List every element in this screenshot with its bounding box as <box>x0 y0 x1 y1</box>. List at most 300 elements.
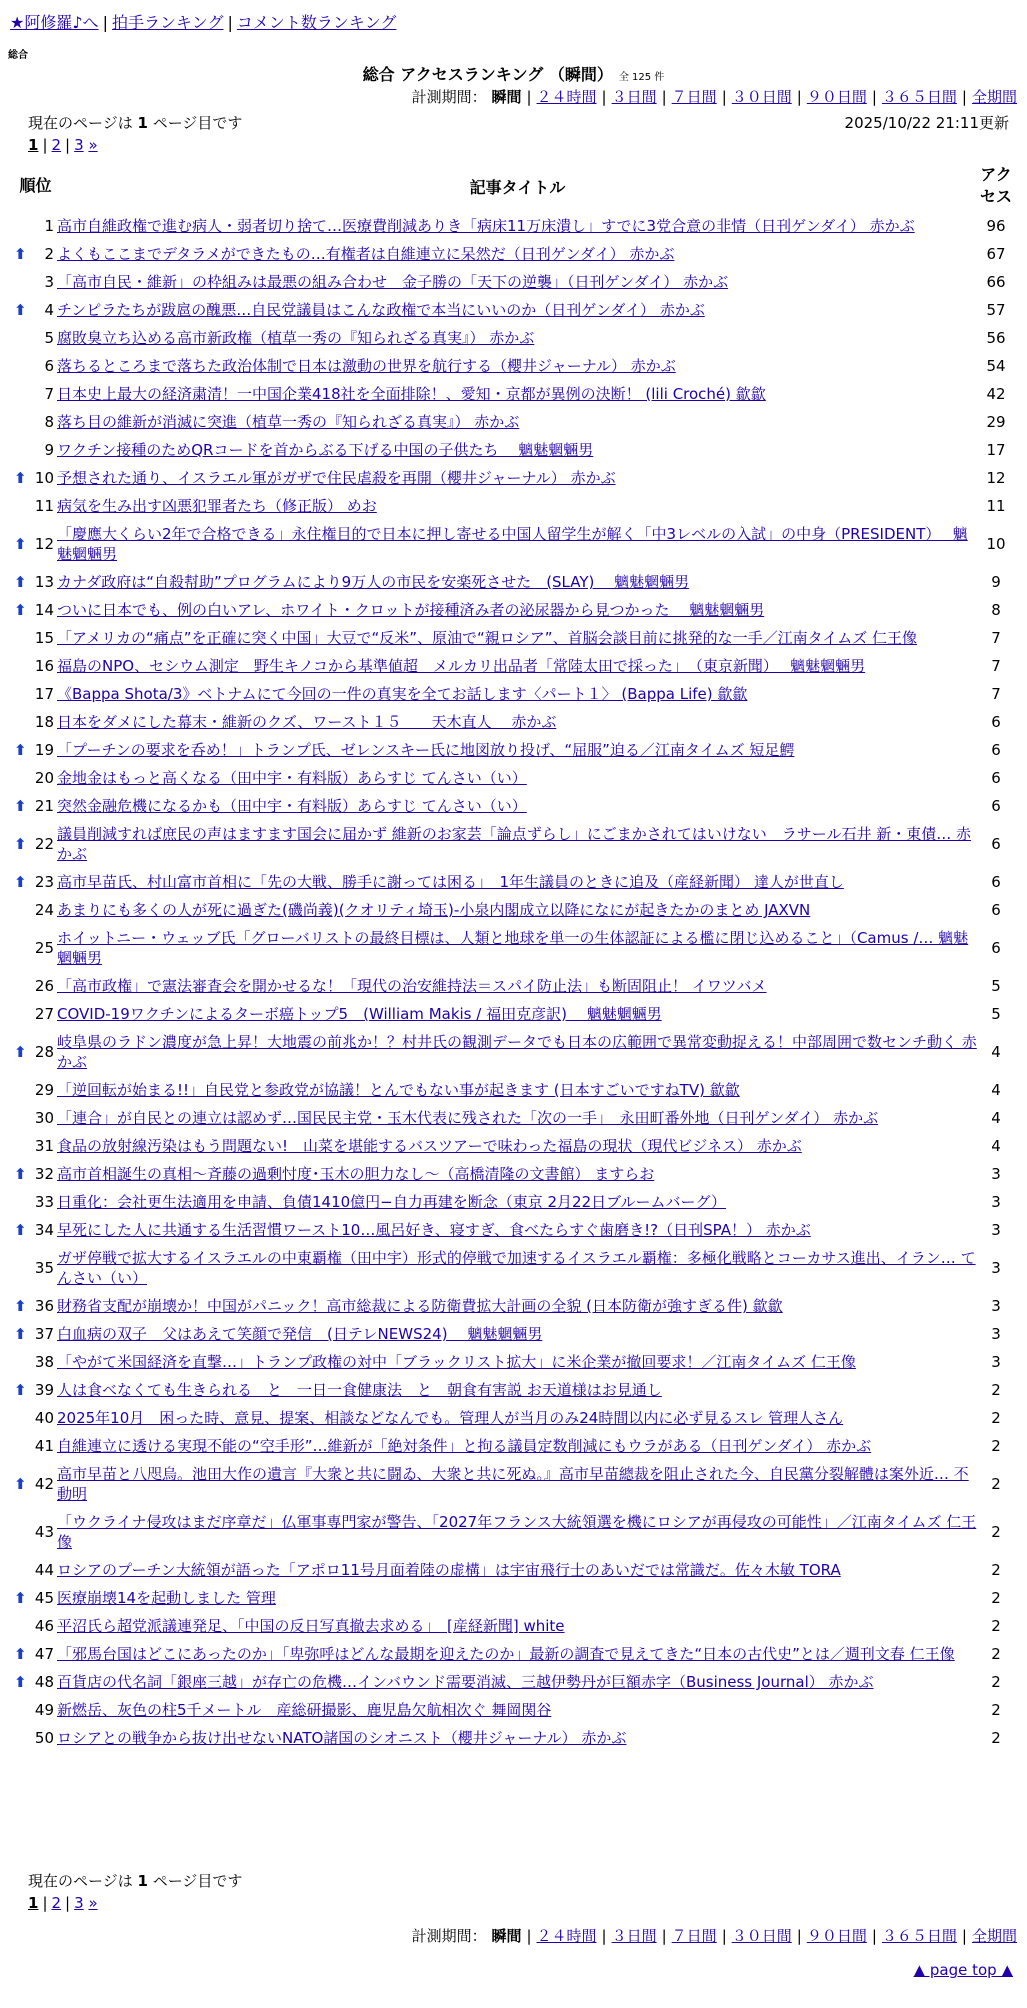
rank-cell <box>14 596 57 624</box>
up-arrow-icon: ⬆ <box>14 873 27 891</box>
pager-link-3[interactable]: 3 <box>74 136 84 154</box>
separator: | <box>796 1927 802 1945</box>
rank-cell <box>14 1348 57 1376</box>
separator: | <box>227 13 233 32</box>
title-cell <box>57 268 978 296</box>
period-link-4[interactable]: ９０日間 <box>806 1927 867 1945</box>
article-link[interactable]: 白血病の双子 父はあえて笑顔で発信 (日テレNEWS24) 魑魅魍魎男 <box>57 1325 543 1343</box>
article-link[interactable]: 金地金はもっと高くなる（田中宇・有料版）あらすじ てんさい（い） <box>57 769 527 787</box>
rank-number: 19 <box>34 741 54 759</box>
period-link-6[interactable]: 全期間 <box>971 88 1017 106</box>
title-cell <box>57 1724 978 1752</box>
article-link[interactable]: ロシアとの戦争から抜け出せないNATO諸国のシオニスト（櫻井ジャーナル） 赤かぶ <box>57 1729 627 1747</box>
article-link[interactable]: 平沼氏ら超党派議連発足、「中国の反日写真撤去求める」 [産経新聞] white <box>57 1617 565 1635</box>
table-row <box>14 736 1014 764</box>
page-title-text: 総合 アクセスランキング （瞬間） <box>362 65 613 84</box>
article-link[interactable]: 人は食べなくても生きられる と 一日一食健康法 と 朝食有害説 お天道様はお見通し <box>57 1381 662 1399</box>
home-link[interactable]: ★阿修羅♪へ <box>10 13 99 32</box>
period-label: 計測期間： <box>411 88 492 106</box>
table-row <box>14 1696 1014 1724</box>
period-link-1[interactable]: ３日間 <box>611 1927 657 1945</box>
rank-number: 13 <box>34 573 54 591</box>
rank-number: 43 <box>34 1523 54 1541</box>
rank-number: 24 <box>34 901 54 919</box>
rank-number: 49 <box>34 1701 54 1719</box>
access-count: 3 <box>991 1193 1001 1211</box>
article-link[interactable]: 高市首相誕生の真相〜斉藤の過剰忖度･玉木の胆力なし〜（高橋清隆の文書館） ますらお <box>57 1165 655 1183</box>
access-count: 4 <box>991 1137 1001 1155</box>
article-link[interactable]: 病気を生み出す凶悪犯罪者たち（修正版） めお <box>57 497 377 515</box>
table-row <box>14 1320 1014 1348</box>
access-count: 12 <box>986 469 1006 487</box>
rank-cell <box>14 1160 57 1188</box>
rank-number: 5 <box>44 329 54 347</box>
access-count: 3 <box>991 1165 1001 1183</box>
article-link[interactable]: 岐阜県のラドン濃度が急上昇！大地震の前兆か！？村井氏の観測データでも日本の広範囲で異常変動捉える！中部周囲で数センチ動く 赤かぶ <box>57 1033 977 1071</box>
title-cell <box>57 296 978 324</box>
access-count: 2 <box>991 1589 1001 1607</box>
article-link[interactable]: 「やがて米国経済を直撃…」トランプ政権の対中「ブラックリスト拡大」に米企業が撤回要求！／江南タイムズ 仁王像 <box>57 1353 856 1371</box>
rank-number: 25 <box>34 939 54 957</box>
rank-cell <box>14 1320 57 1348</box>
rank-cell <box>14 240 57 268</box>
period-selector-bottom <box>412 1925 1017 1946</box>
title-cell <box>57 1320 978 1348</box>
up-arrow-icon: ⬆ <box>14 573 27 591</box>
title-cell <box>57 652 978 680</box>
table-row <box>14 212 1014 240</box>
article-link[interactable]: 《Bappa Shota/3》ベトナムにて今回の一件の真実を全てお話します〈パート１〉 (Bappa Life) 歙歙 <box>57 685 748 703</box>
category-label: 総合 <box>8 50 28 61</box>
table-row <box>14 652 1014 680</box>
up-arrow-icon: ⬆ <box>14 1589 27 1607</box>
table-row <box>14 464 1014 492</box>
title-cell <box>57 1376 978 1404</box>
pager-top <box>28 136 98 154</box>
title-cell <box>57 492 978 520</box>
separator: | <box>65 136 71 154</box>
rank-cell <box>14 1104 57 1132</box>
access-count: 6 <box>991 835 1001 853</box>
rank-cell <box>14 1584 57 1612</box>
access-count: 2 <box>991 1617 1001 1635</box>
up-arrow-icon: ⬆ <box>14 301 27 319</box>
access-count: 2 <box>991 1381 1001 1399</box>
article-link[interactable]: 日本をダメにした幕末・維新のクズ、ワースト１５ 天木直人 赤かぶ <box>57 713 557 731</box>
table-row <box>14 1724 1014 1752</box>
table-row <box>14 568 1014 596</box>
article-link[interactable]: 高市早苗と八咫烏。池田大作の遺言『大衆と共に闘ゐ、大衆と共に死ぬ。』高市早苗總裁を阻止された今、自民黨分裂解體は案外近… 不動明 <box>57 1465 969 1503</box>
period-link-6[interactable]: 全期間 <box>971 1927 1017 1945</box>
table-row <box>14 1508 1014 1556</box>
title-cell <box>57 896 978 924</box>
rank-cell <box>14 1216 57 1244</box>
article-link[interactable]: 「高市政権」で憲法審査会を開かせるな！「現代の治安維持法＝スパイ防止法」も断固阻止！ イワツバメ <box>57 977 767 995</box>
rank-cell <box>14 520 57 568</box>
rank-number: 45 <box>34 1589 54 1607</box>
rank-cell <box>14 408 57 436</box>
article-link[interactable]: 「アメリカの“痛点”を正確に突く中国」大豆で“反米”、原油で“親ロシア”、首脳会談目前に挑発的な一手／江南タイムズ 仁王像 <box>57 629 918 647</box>
table-row <box>14 352 1014 380</box>
rank-number: 4 <box>44 301 54 319</box>
title-cell <box>57 1216 978 1244</box>
rank-cell <box>14 1508 57 1556</box>
up-arrow-icon: ⬆ <box>14 1645 27 1663</box>
rank-number: 17 <box>34 685 54 703</box>
separator: | <box>961 88 967 106</box>
title-cell <box>57 568 978 596</box>
up-arrow-icon: ⬆ <box>14 741 27 759</box>
rank-number: 39 <box>34 1381 54 1399</box>
rank-cell <box>14 680 57 708</box>
table-row <box>14 1244 1014 1292</box>
period-link-0[interactable]: ２４時間 <box>536 88 597 106</box>
title-cell <box>57 708 978 736</box>
access-count: 7 <box>991 629 1001 647</box>
access-count: 2 <box>991 1701 1001 1719</box>
article-link[interactable]: ガザ停戦で拡大するイスラエルの中東覇権（田中宇）形式的停戦で加速するイスラエル覇権：多極化戦略とコーカサス進出、イラン… てんさい（い） <box>57 1249 976 1287</box>
title-cell <box>57 1584 978 1612</box>
pager-current: 1 <box>28 136 39 154</box>
article-link[interactable]: 議員削減すれば庶民の声はますます国会に届かず 維新のお家芸「論点ずらし」にごまかされてはいけない ラサール石井 新・東債… 赤かぶ <box>57 825 972 863</box>
access-count: 66 <box>986 273 1006 291</box>
pager-bottom <box>28 1894 98 1912</box>
table-row <box>14 924 1014 972</box>
rank-cell <box>14 764 57 792</box>
rank-number: 21 <box>34 797 54 815</box>
access-count: 11 <box>986 497 1006 515</box>
table-row <box>14 1376 1014 1404</box>
article-link[interactable]: ついに日本でも、例の白いアレ、ホワイト・クロットが接種済み者の泌尿器から見つかった 魑魅魍魎男 <box>57 601 765 619</box>
clap-ranking-link[interactable]: 拍手ランキング <box>111 13 224 32</box>
article-link[interactable]: 突然金融危機になるかも（田中宇・有料版）あらすじ てんさい（い） <box>57 797 527 815</box>
access-count: 6 <box>991 797 1001 815</box>
separator: | <box>721 88 727 106</box>
table-row <box>14 680 1014 708</box>
table-row <box>14 1584 1014 1612</box>
article-link[interactable]: 財務省支配が崩壊か！中国がパニック！高市総裁による防衛費拡大計画の全貌 (日本防衛が強すぎる件) 歙歙 <box>57 1297 783 1315</box>
article-link[interactable]: 高市自維政権で進む病人・弱者切り捨て…医療費削減ありき「病床11万床潰し」すでに3党合意の非情（日刊ゲンダイ） 赤かぶ <box>57 217 915 235</box>
article-link[interactable]: あまりにも多くの人が死に過ぎた(磯尚義)(クオリティ埼玉)-小泉内閣成立以降になにが起きたかのまとめ JAXVN <box>57 901 811 919</box>
title-cell <box>57 1188 978 1216</box>
article-link[interactable]: ロシアのプーチン大統領が語った「アポロ11号月面着陸の虚構」は宇宙飛行士のあいだでは常識だ。佐々木敏 TORA <box>57 1561 841 1579</box>
title-cell <box>57 1696 978 1724</box>
access-count: 96 <box>986 217 1006 235</box>
title-cell <box>57 792 978 820</box>
access-count: 9 <box>991 573 1001 591</box>
table-row <box>14 1216 1014 1244</box>
article-link[interactable]: 高市早苗氏、村山富市首相に「先の大戦、勝手に謝っては困る」 1年生議員のときに追及（産経新聞） 達人が世直し <box>57 873 844 891</box>
page-title <box>0 62 1027 85</box>
access-count: 67 <box>986 245 1006 263</box>
rank-cell <box>14 924 57 972</box>
period-label: 計測期間： <box>411 1927 492 1945</box>
separator: | <box>721 1927 727 1945</box>
page-info-top <box>28 112 242 133</box>
up-arrow-icon: ⬆ <box>14 1475 27 1493</box>
article-link[interactable]: 食品の放射線汚染はもう問題ない! 山菜を堪能するバスツアーで味わった福島の現状（現代ビジネス） 赤かぶ <box>57 1137 802 1155</box>
title-cell <box>57 212 978 240</box>
title-cell <box>57 1028 978 1076</box>
table-row <box>14 1188 1014 1216</box>
period-link-2[interactable]: ７日間 <box>671 1927 717 1945</box>
period-link-2[interactable]: ７日間 <box>671 88 717 106</box>
rank-number: 28 <box>34 1043 54 1061</box>
rank-number: 48 <box>34 1673 54 1691</box>
article-link[interactable]: 「ウクライナ侵攻はまだ序章だ」仏軍事専門家が警告、「2027年フランス大統領選を機にロシアが再侵攻の可能性」／江南タイムズ 仁王像 <box>57 1513 977 1551</box>
article-link[interactable]: 「連合」が自民との連立は認めず…国民民主党・玉木代表に残された「次の一手」 永田町番外地（日刊ゲンダイ） 赤かぶ <box>57 1109 879 1127</box>
rank-cell <box>14 324 57 352</box>
up-arrow-icon: ⬆ <box>14 1381 27 1399</box>
title-cell <box>57 596 978 624</box>
rank-cell <box>14 1460 57 1508</box>
pager-next[interactable]: » <box>88 1894 98 1912</box>
article-link[interactable]: 日重化：会社更生法適用を申請、負債1410億円−自力再建を断念（東京 2月22日ブルームバーグ） <box>57 1193 726 1211</box>
article-link[interactable]: 2025年10月 困った時、意見、提案、相談などなんでも。管理人が当月のみ24時間以内に必ず見るスレ 管理人さん <box>57 1409 844 1427</box>
title-cell <box>57 1000 978 1028</box>
period-current: 瞬間 <box>491 88 522 106</box>
pager-next[interactable]: » <box>88 136 98 154</box>
article-link[interactable]: 新燃岳、灰色の柱5千メートル 産総研撮影、鹿児島欠航相次ぐ 舞岡関谷 <box>57 1701 552 1719</box>
table-row <box>14 1104 1014 1132</box>
period-link-5[interactable]: ３６５日間 <box>881 1927 957 1945</box>
rank-number: 1 <box>44 217 54 235</box>
rank-number: 29 <box>34 1081 54 1099</box>
rank-cell <box>14 820 57 868</box>
rank-cell <box>14 1376 57 1404</box>
period-link-3[interactable]: ３０日間 <box>731 88 792 106</box>
page-info-prefix: 現在のページは <box>28 114 133 132</box>
access-count: 3 <box>991 1297 1001 1315</box>
ranking-table <box>14 160 1014 1752</box>
period-link-3[interactable]: ３０日間 <box>731 1927 792 1945</box>
article-link[interactable]: 「邪馬台国はどこにあったのか」「卑弥呼はどんな最期を迎えたのか」最新の調査で見えてきた“日本の古代史”とは／週刊文春 仁王像 <box>57 1645 955 1663</box>
table-row <box>14 1640 1014 1668</box>
up-arrow-icon: ⬆ <box>14 1673 27 1691</box>
table-row <box>14 708 1014 736</box>
title-cell <box>57 1348 978 1376</box>
title-cell <box>57 868 978 896</box>
rank-cell <box>14 268 57 296</box>
access-count: 2 <box>991 1645 1001 1663</box>
title-cell <box>57 1244 978 1292</box>
page-info-bottom <box>28 1870 242 1891</box>
separator: | <box>42 136 48 154</box>
access-count: 3 <box>991 1221 1001 1239</box>
title-cell <box>57 1640 978 1668</box>
table-row <box>14 1132 1014 1160</box>
top-nav <box>10 10 396 33</box>
table-row <box>14 792 1014 820</box>
article-link[interactable]: 早死にした人に共通する生活習慣ワースト10…風呂好き、寝すぎ、食べたらすぐ歯磨き!?（日刊SPA！） 赤かぶ <box>57 1221 811 1239</box>
rank-cell <box>14 568 57 596</box>
separator: | <box>65 1894 71 1912</box>
table-row <box>14 380 1014 408</box>
access-count: 6 <box>991 713 1001 731</box>
rank-cell <box>14 380 57 408</box>
up-arrow-icon: ⬆ <box>14 1297 27 1315</box>
access-count: 6 <box>991 769 1001 787</box>
separator: | <box>796 88 802 106</box>
total-count: 全 125 件 <box>618 72 665 83</box>
period-link-0[interactable]: ２４時間 <box>536 1927 597 1945</box>
separator: | <box>661 1927 667 1945</box>
article-link[interactable]: 予想された通り、イスラエル軍がガザで住民虐殺を再開（櫻井ジャーナル） 赤かぶ <box>57 469 616 487</box>
article-link[interactable]: ホイットニー・ウェッブ氏「グローバリストの最終目標は、人類と地球を単一の生体認証による檻に閉じ込めること」（Camus /… 魑魅魍魎男 <box>57 929 969 967</box>
table-row <box>14 1556 1014 1584</box>
updated-timestamp: 2025/10/22 21:11更新 <box>844 114 1009 132</box>
rank-cell <box>14 1132 57 1160</box>
rank-number: 14 <box>34 601 54 619</box>
separator: | <box>961 1927 967 1945</box>
access-count: 5 <box>991 1005 1001 1023</box>
article-link[interactable]: 「慶應大くらい2年で合格できる」永住権目的で日本に押し寄せる中国人留学生が解く「中3レベルの入試」の中身（PRESIDENT） 魑魅魍魎男 <box>57 525 968 563</box>
period-link-4[interactable]: ９０日間 <box>806 88 867 106</box>
table-row <box>14 520 1014 568</box>
separator: | <box>526 88 532 106</box>
article-link[interactable]: COVID-19ワクチンによるターボ癌トップ5 (William Makis / 福田克彦訳) 魑魅魍魎男 <box>57 1005 662 1023</box>
access-count: 2 <box>991 1729 1001 1747</box>
table-row <box>14 1348 1014 1376</box>
rank-number: 42 <box>34 1475 54 1493</box>
rank-cell <box>14 896 57 924</box>
table-row <box>14 1292 1014 1320</box>
rank-number: 33 <box>34 1193 54 1211</box>
table-row <box>14 596 1014 624</box>
rank-number: 32 <box>34 1165 54 1183</box>
rank-number: 35 <box>34 1259 54 1277</box>
title-cell <box>57 408 978 436</box>
article-link[interactable]: ワクチン接種のためQRコードを首からぶる下げる中国の子供たち 魑魅魍魎男 <box>57 441 594 459</box>
article-link[interactable]: チンピラたちが跋扈の醜悪…自民党議員はこんな政権で本当にいいのか（日刊ゲンダイ） 赤かぶ <box>57 301 705 319</box>
rank-number: 34 <box>34 1221 54 1239</box>
title-cell <box>57 680 978 708</box>
title-cell <box>57 972 978 1000</box>
rank-cell <box>14 1640 57 1668</box>
up-arrow-icon: ⬆ <box>14 1043 27 1061</box>
rank-cell <box>14 792 57 820</box>
table-row <box>14 972 1014 1000</box>
rank-number: 9 <box>44 441 54 459</box>
access-count: 7 <box>991 657 1001 675</box>
article-link[interactable]: 福島のNPO、セシウム測定 野生キノコから基準値超 メルカリ出品者「常陸太田で採った」 （東京新聞） 魑魅魍魎男 <box>57 657 866 675</box>
access-count: 2 <box>991 1673 1001 1691</box>
rank-cell <box>14 1432 57 1460</box>
article-link[interactable]: 「プーチンの要求を呑め！」トランプ氏、ゼレンスキー氏に地図放り投げ、“屈服”迫る／江南タイムズ 短足鰐 <box>57 741 795 759</box>
pager-link-2[interactable]: 2 <box>51 136 62 154</box>
access-count: 8 <box>991 601 1001 619</box>
article-link[interactable]: 医療崩壊14を起動しました 管理 <box>57 1589 276 1607</box>
access-count: 17 <box>986 441 1006 459</box>
page-info-suffix: ページ目です <box>152 1872 243 1890</box>
article-link[interactable]: 日本史上最大の経済粛清！一中国企業418社を全面排除！、愛知・京都が異例の決断！ (lili Croché) 歙歙 <box>57 385 766 403</box>
table-row <box>14 240 1014 268</box>
period-link-5[interactable]: ３６５日間 <box>881 88 957 106</box>
up-arrow-icon: ⬆ <box>14 1165 27 1183</box>
rank-cell <box>14 652 57 680</box>
rank-number: 27 <box>34 1005 54 1023</box>
comment-ranking-link[interactable]: コメント数ランキング <box>236 13 397 32</box>
rank-number: 40 <box>34 1409 54 1427</box>
table-row <box>14 492 1014 520</box>
rank-cell <box>14 1696 57 1724</box>
article-link[interactable]: カナダ政府は“自殺幇助”プログラムにより9万人の市民を安楽死させた (SLAY) 魑魅魍魎男 <box>57 573 690 591</box>
article-link[interactable]: 百貨店の代名詞「銀座三越」が存亡の危機…インバウンド需要消滅、三越伊勢丹が巨額赤字（Business Journal） 赤かぶ <box>57 1673 874 1691</box>
article-link[interactable]: 落ち目の維新が消滅に突進（植草一秀の『知られざる真実』） 赤かぶ <box>57 413 520 431</box>
table-row <box>14 436 1014 464</box>
rank-cell <box>14 212 57 240</box>
title-cell <box>57 464 978 492</box>
table-row <box>14 268 1014 296</box>
access-count: 3 <box>991 1353 1001 1371</box>
pager-link-3[interactable]: 3 <box>74 1894 84 1912</box>
rank-cell <box>14 1244 57 1292</box>
title-cell <box>57 520 978 568</box>
article-link[interactable]: よくもここまでデタラメができたもの…有権者は自維連立に呆然だ（日刊ゲンダイ） 赤かぶ <box>57 245 675 263</box>
rank-number: 16 <box>34 657 54 675</box>
period-link-1[interactable]: ３日間 <box>611 88 657 106</box>
access-count: 5 <box>991 977 1001 995</box>
article-link[interactable]: 自維連立に透ける実現不能の“空手形”…維新が「絶対条件」と拘る議員定数削減にもウラがある（日刊ゲンダイ） 赤かぶ <box>57 1437 872 1455</box>
separator: | <box>601 1927 607 1945</box>
table-row <box>14 1432 1014 1460</box>
title-cell <box>57 820 978 868</box>
article-link[interactable]: 落ちるところまで落ちた政治体制で日本は激動の世界を航行する（櫻井ジャーナル） 赤かぶ <box>57 357 676 375</box>
rank-cell <box>14 1404 57 1432</box>
access-count: 56 <box>986 329 1006 347</box>
up-arrow-icon: ⬆ <box>14 601 27 619</box>
rank-number: 44 <box>34 1561 54 1579</box>
rank-cell <box>14 1028 57 1076</box>
rank-cell <box>14 1292 57 1320</box>
up-arrow-icon: ⬆ <box>14 245 27 263</box>
rank-number: 22 <box>34 835 54 853</box>
table-row <box>14 1160 1014 1188</box>
access-count: 2 <box>991 1561 1001 1579</box>
rank-number: 7 <box>44 385 54 403</box>
rank-number: 18 <box>34 713 54 731</box>
rank-cell <box>14 1668 57 1696</box>
access-count: 7 <box>991 685 1001 703</box>
title-cell <box>57 352 978 380</box>
article-link[interactable]: 「高市自民・維新」の枠組みは最悪の組み合わせ 金子勝の「天下の逆襲」（日刊ゲンダイ） 赤かぶ <box>57 273 729 291</box>
rank-cell <box>14 1188 57 1216</box>
access-count: 57 <box>986 301 1006 319</box>
title-cell <box>57 1508 978 1556</box>
period-current: 瞬間 <box>491 1927 522 1945</box>
rank-number: 31 <box>34 1137 54 1155</box>
rank-cell <box>14 1000 57 1028</box>
page-top-link[interactable]: ▲ page top ▲ <box>913 1961 1013 1979</box>
up-arrow-icon: ⬆ <box>14 1221 27 1239</box>
access-count: 4 <box>991 1109 1001 1127</box>
rank-number: 2 <box>44 245 54 263</box>
title-cell <box>57 924 978 972</box>
article-link[interactable]: 腐敗臭立ち込める高市新政権（植草一秀の『知られざる真実』） 赤かぶ <box>57 329 535 347</box>
rank-number: 15 <box>34 629 54 647</box>
separator: | <box>871 88 877 106</box>
title-cell <box>57 240 978 268</box>
article-link[interactable]: 「逆回転が始まる!!」自民党と参政党が協議！とんでもない事が起きます (日本すごいですねTV) 歙歙 <box>57 1081 740 1099</box>
separator: | <box>526 1927 532 1945</box>
title-cell <box>57 436 978 464</box>
page-info-number: 1 <box>137 114 148 132</box>
rank-cell <box>14 1076 57 1104</box>
title-cell <box>57 624 978 652</box>
pager-link-2[interactable]: 2 <box>51 1894 62 1912</box>
title-cell <box>57 1432 978 1460</box>
table-row <box>14 624 1014 652</box>
